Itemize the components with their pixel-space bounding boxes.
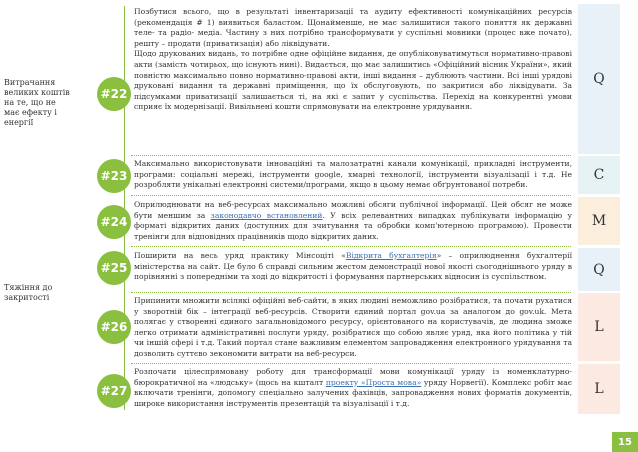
recommendation-number-badge: #22: [97, 77, 131, 111]
category-label-spending: Витрачання великих коштів на те, що не має ефекту і енергії: [4, 78, 70, 127]
plain-language-link[interactable]: проекту «Проста мова»: [325, 377, 422, 387]
priority-letter: L: [578, 293, 620, 361]
recommendation-number-badge: #23: [97, 159, 131, 193]
recommendation-text: [134, 7, 572, 113]
paragraph: Позбутися всього, що в результаті інвентаризації та аудиту ефективності комунікаційних ресурсів (рекомендація # 1) виявиться баластом. Щонайменше, не має залишитися такого поняття як державні теле- та радіо- медіа. Частину з них потрібно трансформувати у суспільні мовники (процес вже почато), решту – продати (приватизація) або ліквідувати.: [134, 7, 572, 48]
recommendation-number-badge: #25: [97, 251, 131, 285]
law-link[interactable]: законодавчо встановлений: [210, 210, 323, 220]
recommendation-number-badge: #27: [97, 374, 131, 408]
paragraph: Розпочати цілеспрямовану роботу для трансформації мови комунікації уряду із номенклатурно-бюрократичної на «людську» (щось на кшталт проекту «Проста мова» уряду Норвегії). Комплекс робіт має включати тренінги, допомогу спеціально залучених фахівців, запровадження нових форматів документів, широке використання інструментів презентацій та візуалізації і т.д.: [134, 367, 572, 408]
paragraph: Поширити на весь уряд практику Мінсоціті «Відкрита бухгалтерія» – оприлюднення бухгалтерії міністерства на сайт. Це було б справді сильним жестом демонстрації нової якості сьогоднішнього уряду в порівнянні з попередніми та ході до відкритості і формування партнерських відносин із суспільством.: [134, 251, 572, 282]
priority-letter: M: [578, 197, 620, 245]
priority-letter: C: [578, 156, 620, 194]
recommendation-text: [134, 296, 572, 360]
recommendation-text: [134, 200, 572, 242]
paragraph: Максимально використовувати інноваційні та малозатратні канали комунікації, прикладні інструменти, програми: соціальні мережі, інструменти google, хмарні технології, інструменти візуалізації і т.д. Не розробляти унікальні електронні системи/програми, якщо в цьому немає обґрунтованої потреби.: [134, 159, 572, 190]
row-separator: [131, 195, 571, 196]
recommendation-text: [134, 367, 572, 409]
open-accounting-link[interactable]: Відкрита бухгалтерія: [345, 251, 437, 260]
row-separator: [131, 363, 571, 364]
page-number: 15: [612, 432, 638, 452]
paragraph: Щодо друкованих видань, то потрібне одне офіційне видання, де опубліковуватимуться нормативно-правові акти (замість чотирьох, що існують нині). Видається, що має залишитись «Офіційний вісник України», який повністю максимально повно нормативно-правові акти, інші видання – дублюють частини. Всі інші урядові друковані видання та державні приміщення, що їх обслуговують, по закритися або ліквідувати. За підсумками приватизації залишається ті, на які є запит у суспільства. Перехід на конкурентні умови сприяє їх модернізації. Вивільнені кошти спрямовувати на електронне урядування.: [134, 49, 572, 112]
paragraph: Оприлюднювати на веб-ресурсах максимально можливі обсяги публічної інформації. Цей обсяг не може бути меншим за законодавчо встановлений. У всіх релевантних випадках публікувати інформацію у форматі відкритих даних (доступних для зчитування та обробки комп'ютерною програмою). Провести тренінги для відповідних працівників щодо відкритих даних.: [134, 200, 572, 241]
priority-letter: Q: [578, 248, 620, 291]
row-separator: [131, 155, 571, 156]
recommendation-text: [134, 159, 572, 191]
recommendation-number-badge: #26: [97, 310, 131, 344]
row-separator: [131, 246, 571, 247]
priority-letter: L: [578, 364, 620, 414]
recommendation-text: [134, 251, 572, 283]
row-separator: [131, 292, 571, 293]
recommendation-number-badge: #24: [97, 205, 131, 239]
paragraph: Припинити множити всілякі офіційні веб-сайти, в яких людині неможливо розібратися, та почати рухатися у зворотній бік – інтеграції веб-ресурсів. Створити єдиний портал gov.ua за аналогом до gov.uk. Мета полягає у створенні єдиного загальновідомого ресурсу, орієнтованого на користувачів, де людина зможе легко отримати адміністративні послуги уряду, розібратися що собою являє уряд, яка його політика у тій чи іншій сфері і т.д. Такий портал стане важливим елементом запровадження електронного урядування та дозволить суттєво зекономити витрати на веб-ресурси.: [134, 296, 572, 358]
priority-letter: Q: [578, 4, 620, 154]
category-label-closedness: Тяжіння до закритості: [4, 283, 53, 302]
